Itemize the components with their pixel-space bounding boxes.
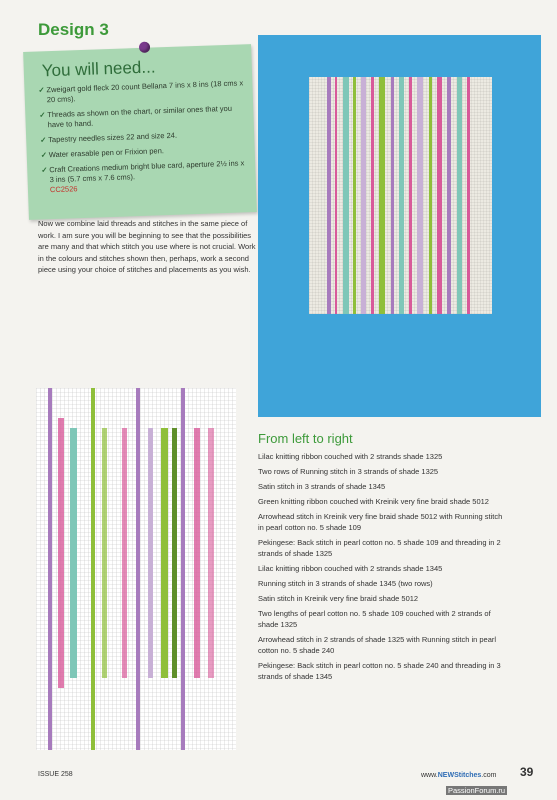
page-heading: Design 3 bbox=[38, 20, 109, 39]
stitch-step: Satin stitch in 3 strands of shade 1345 bbox=[258, 482, 386, 491]
caption-title: From left to right bbox=[258, 431, 353, 446]
stitch-chart bbox=[36, 388, 236, 750]
stitch-steps-list bbox=[258, 451, 510, 686]
stitch-step: Lilac knitting ribbon couched with 2 strands shade 1325 bbox=[258, 452, 443, 461]
website-link[interactable]: www.NEWStitches.com bbox=[421, 772, 497, 779]
checkmark-icon: ✓ bbox=[40, 150, 48, 160]
checkmark-icon: ✓ bbox=[41, 165, 48, 175]
stitch-step: Satin stitch in Kreinik very fine braid shade 5012 bbox=[258, 594, 419, 603]
stitch-step: Pekingese: Back stitch in pearl cotton no. 5 shade 240 and threading in 3 strands of shade 1345 bbox=[258, 661, 501, 681]
stitch-step: Running stitch in 3 strands of shade 1345 (two rows) bbox=[258, 579, 433, 588]
materials-list bbox=[38, 78, 250, 200]
materials-item: ✓ Tapestry needles sizes 22 and size 24. bbox=[40, 130, 178, 145]
checkmark-icon: ✓ bbox=[39, 110, 46, 120]
embroidered-fabric bbox=[309, 77, 492, 314]
checkmark-icon: ✓ bbox=[40, 135, 47, 145]
materials-item: ✓ Water erasable pen or Frixion pen. bbox=[40, 146, 165, 160]
push-pin-icon bbox=[139, 42, 150, 53]
stitch-step: Pekingese: Back stitch in pearl cotton no. 5 shade 109 and threading in 2 strands of shade 1325 bbox=[258, 538, 501, 558]
photo-stitch-bands bbox=[309, 77, 492, 314]
finished-card-photo bbox=[258, 35, 541, 417]
stitch-step: Two lengths of pearl cotton no. 5 shade 109 couched with 2 strands of shade 1325 bbox=[258, 609, 491, 629]
materials-item: ✓ Zweigart gold fleck 20 count Bellana 7 ins x 8 ins (18 cms x 20 cms). bbox=[38, 78, 244, 105]
stitch-chart-drawing bbox=[36, 388, 236, 750]
stitch-step: Green knitting ribbon couched with Kreinik very fine braid shade 5012 bbox=[258, 497, 489, 506]
you-will-need-title: You will need... bbox=[41, 57, 156, 81]
product-code: CC2526 bbox=[49, 184, 78, 195]
page-number: 39 bbox=[520, 765, 534, 779]
you-will-need-card bbox=[23, 44, 257, 220]
stitch-step: Arrowhead stitch in 2 strands of shade 1325 with Running stitch in pearl cotton no. 5 shade 240 bbox=[258, 635, 497, 655]
watermark: PassionForum.ru bbox=[448, 786, 506, 795]
materials-item: ✓ Craft Creations medium bright blue card, aperture 2½ ins x 3 ins (5.7 cms x 7.6 cms). CC2526 bbox=[41, 158, 250, 195]
materials-item: ✓ Threads as shown on the chart, or similar ones that you have to hand. bbox=[39, 103, 233, 130]
checkmark-icon: ✓ bbox=[38, 85, 45, 95]
issue-number: ISSUE 258 bbox=[38, 771, 73, 778]
stitch-step: Arrowhead stitch in Kreinik very fine braid shade 5012 with Running stitch in pearl cotton no. 5 shade 109 bbox=[258, 512, 503, 532]
stitch-step: Lilac knitting ribbon couched with 2 strands shade 1345 bbox=[258, 564, 443, 573]
intro-paragraph: Now we combine laid threads and stitches in the same piece of work. I am sure you will be beginning to see that the possibilities are many and that which stitch you use where is not crucial. Work in the colours and stitches shown then, perhaps, work a second piece using your choice of stitches and placements as you wish. bbox=[38, 219, 256, 274]
stitch-step: Two rows of Running stitch in 3 strands of shade 1325 bbox=[258, 467, 439, 476]
